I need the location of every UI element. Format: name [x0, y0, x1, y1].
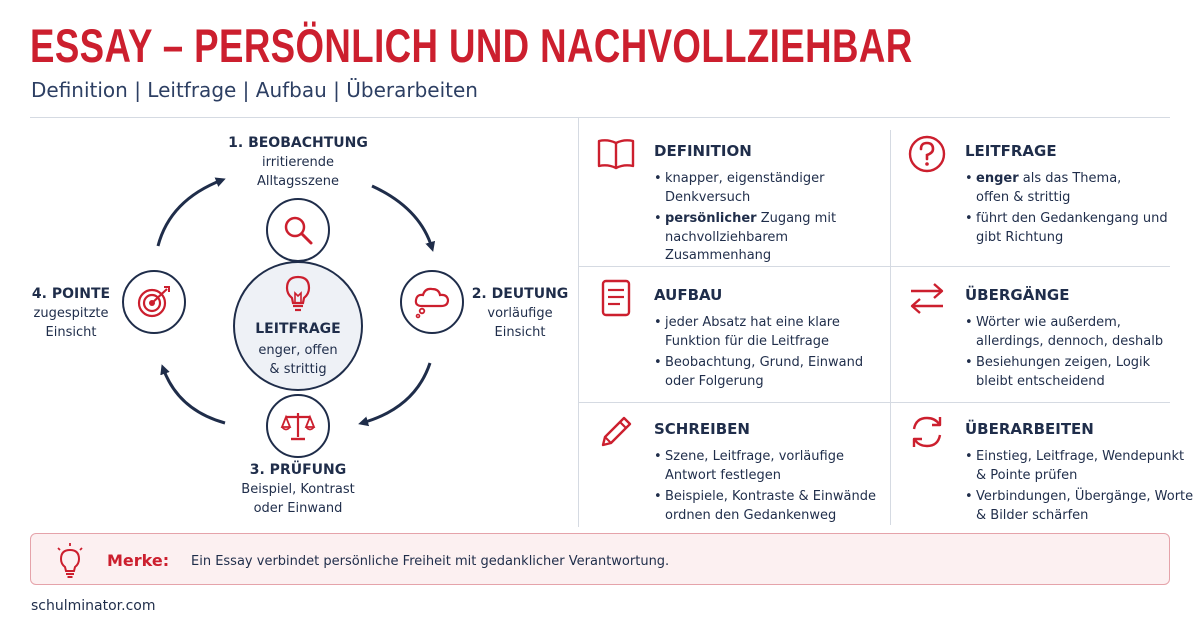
- merke-label: Merke:: [107, 551, 170, 570]
- list-item: • führt den Gedankengang und gibt Richtung: [965, 210, 1195, 247]
- step-2-label: 2. DEUTUNG vorläufige Einsicht: [471, 286, 569, 340]
- book-icon: [596, 134, 636, 174]
- thought-cloud-icon: [412, 284, 452, 320]
- step-2-node: [400, 270, 464, 334]
- list-item: • Einstieg, Leitfrage, Wendepunkt & Pointe prüfen: [965, 448, 1195, 485]
- step-3-node: [266, 394, 330, 458]
- magnifier-icon: [281, 213, 315, 247]
- main-divider: [578, 117, 579, 527]
- list-item: • jeder Absatz hat eine klare Funktion für die Leitfrage: [654, 314, 884, 351]
- card-ueberarbeiten-list: [965, 448, 1195, 528]
- card-aufbau-list: [654, 314, 884, 394]
- center-title: LEITFRAGE: [255, 321, 341, 337]
- step-4-label: 4. POINTE zugespitzte Einsicht: [31, 286, 111, 340]
- card-schreiben: SCHREIBEN • Szene, Leitfrage, vorläufige Antwort festlegen • Beispiele, Kontraste & Einwände ordnen den Gedankenweg: [580, 396, 890, 526]
- essay-cycle-diagram: [0, 118, 578, 528]
- lightbulb-icon: [53, 542, 87, 578]
- list-item: • persönlicher Zugang mit nachvollziehbarem Zusammenhang: [654, 210, 884, 266]
- page-title: ESSAY – PERSÖNLICH UND NACHVOLLZIEHBAR: [30, 19, 913, 72]
- pencil-icon: [596, 412, 636, 452]
- card-leitfrage-list: [965, 170, 1195, 250]
- list-item: • knapper, eigenständiger Denkversuch: [654, 170, 884, 207]
- list-item: • Szene, Leitfrage, vorläufige Antwort festlegen: [654, 448, 884, 485]
- step-3-label: 3. PRÜFUNG Beispiel, Kontrast oder Einwand: [241, 462, 355, 516]
- list-item: • Besiehungen zeigen, Logik bleibt entscheidend: [965, 354, 1195, 391]
- lightbulb-icon: [283, 273, 313, 313]
- card-uebergaenge: ÜBERGÄNGE • Wörter wie außerdem, allerdings, dennoch, deshalb • Besiehungen zeigen, Logik bleibt entscheidend: [891, 262, 1170, 402]
- step-4-node: [122, 270, 186, 334]
- target-icon: [136, 284, 172, 320]
- refresh-icon: [907, 412, 947, 452]
- merke-text: Ein Essay verbindet persönliche Freiheit mit gedanklicher Verantwortung.: [191, 554, 670, 569]
- card-definition-list: [654, 170, 884, 269]
- arrows-exchange-icon: [907, 278, 947, 318]
- question-icon: [907, 134, 947, 174]
- card-ueberarbeiten: ÜBERARBEITEN • Einstieg, Leitfrage, Wendepunkt & Pointe prüfen • Verbindungen, Übergänge, Worte & Bilder schärfen: [891, 396, 1170, 526]
- list-item: • Verbindungen, Übergänge, Worte & Bilder schärfen: [965, 488, 1195, 525]
- list-item: • Wörter wie außerdem, allerdings, dennoch, deshalb: [965, 314, 1195, 351]
- footer-url[interactable]: schulminator.com: [31, 598, 156, 614]
- list-item: • Beispiele, Kontraste & Einwände ordnen den Gedankenweg: [654, 488, 884, 525]
- card-schreiben-list: [654, 448, 884, 528]
- center-description: enger, offen & strittig: [258, 343, 338, 377]
- scales-icon: [280, 409, 316, 443]
- arrow-3-to-4: [163, 368, 225, 423]
- step-1-label: 1. BEOBACHTUNG irritierende Alltagsszene: [228, 135, 368, 189]
- card-uebergaenge-list: [965, 314, 1195, 394]
- arrow-2-to-3: [362, 363, 430, 423]
- card-definition: DEFINITION • knapper, eigenständiger Denkversuch • persönlicher Zugang mit nachvollziehbarem Zusammenhang: [580, 118, 890, 266]
- document-icon: [596, 278, 636, 318]
- list-item: • Beobachtung, Grund, Einwand oder Folgerung: [654, 354, 884, 391]
- step-1-node: [266, 198, 330, 262]
- card-aufbau: AUFBAU • jeder Absatz hat eine klare Funktion für die Leitfrage • Beobachtung, Grund, Einwand oder Folgerung: [580, 262, 890, 402]
- page-subtitle: Definition | Leitfrage | Aufbau | Überarbeiten: [31, 78, 478, 102]
- merke-box: [30, 533, 1170, 585]
- arrow-1-to-2: [372, 186, 432, 248]
- center-leitfrage: [233, 261, 363, 391]
- card-leitfrage: LEITFRAGE • enger als das Thema, offen & strittig • führt den Gedankengang und gibt Richtung: [891, 118, 1170, 266]
- list-item: • enger als das Thema, offen & strittig: [965, 170, 1195, 207]
